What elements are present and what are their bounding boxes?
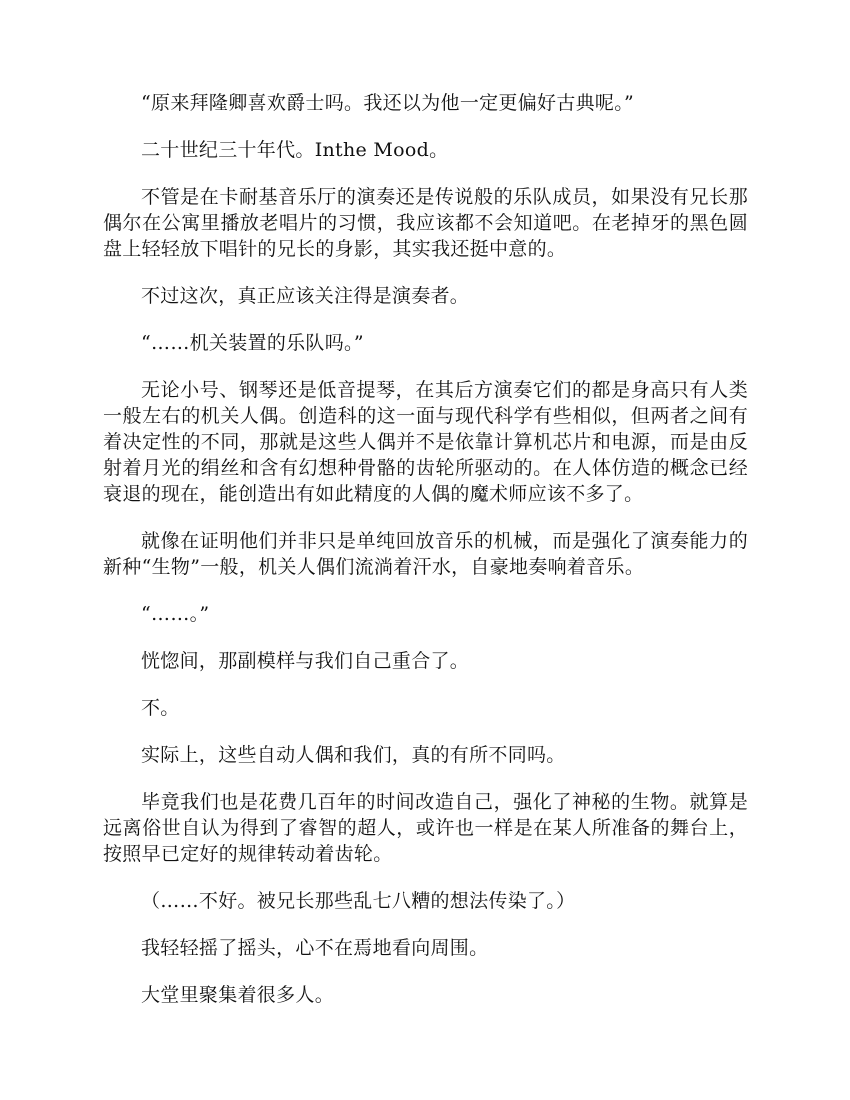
paragraph: （……不好。被兄长那些乱七八糟的想法传染了。） (141, 890, 576, 912)
paragraph: 不。 (141, 697, 180, 719)
paragraph: 不过这次，真正应该关注得是演奏者。 (141, 285, 470, 307)
paragraph: 不管是在卡耐基音乐厅的演奏还是传说般的乐队成员，如果没有兄长那偶尔在公寓里播放老唱片的习惯，我应该都不会知道吧。在老掉牙的黑色圆盘上轻轻放下唱针的兄长的身影，其实我还挺中意的。 (103, 186, 748, 260)
paragraph: 无论小号、钢琴还是低音提琴，在其后方演奏它们的都是身高只有人类一般左右的机关人偶。创造科的这一面与现代科学有些相似，但两者之间有着决定性的不同，那就是这些人偶并不是依靠计算机芯片和电源，而是由反射着月光的绢丝和含有幻想种骨骼的齿轮所驱动的。在人体仿造的概念已经衰退的现在，能创造出有如此精度的人偶的魔术师应该不多了。 (103, 379, 748, 505)
paragraph: 大堂里聚集着很多人。 (141, 984, 335, 1006)
paragraph: 我轻轻摇了摇头，心不在焉地看向周围。 (141, 937, 489, 959)
document-page (103, 90, 748, 1029)
paragraph: 二十世纪三十年代。Inthe Mood。 (141, 139, 449, 161)
paragraph: 毕竟我们也是花费几百年的时间改造自己，强化了神秘的生物。就算是远离俗世自认为得到了睿智的超人，或许也一样是在某人所准备的舞台上，按照早已定好的规律转动着齿轮。 (103, 791, 748, 865)
paragraph: 就像在证明他们并非只是单纯回放音乐的机械，而是强化了演奏能力的新种“生物”一般，机关人偶们流淌着汗水，自豪地奏响着音乐。 (103, 530, 748, 578)
paragraph: “原来拜隆卿喜欢爵士吗。我还以为他一定更偏好古典呢。” (141, 92, 635, 114)
paragraph: 恍惚间，那副模样与我们自己重合了。 (141, 650, 470, 672)
paragraph: “……。” (141, 603, 210, 625)
paragraph: 实际上，这些自动人偶和我们，真的有所不同吗。 (141, 744, 566, 766)
paragraph: “……机关装置的乐队吗。” (141, 332, 364, 354)
